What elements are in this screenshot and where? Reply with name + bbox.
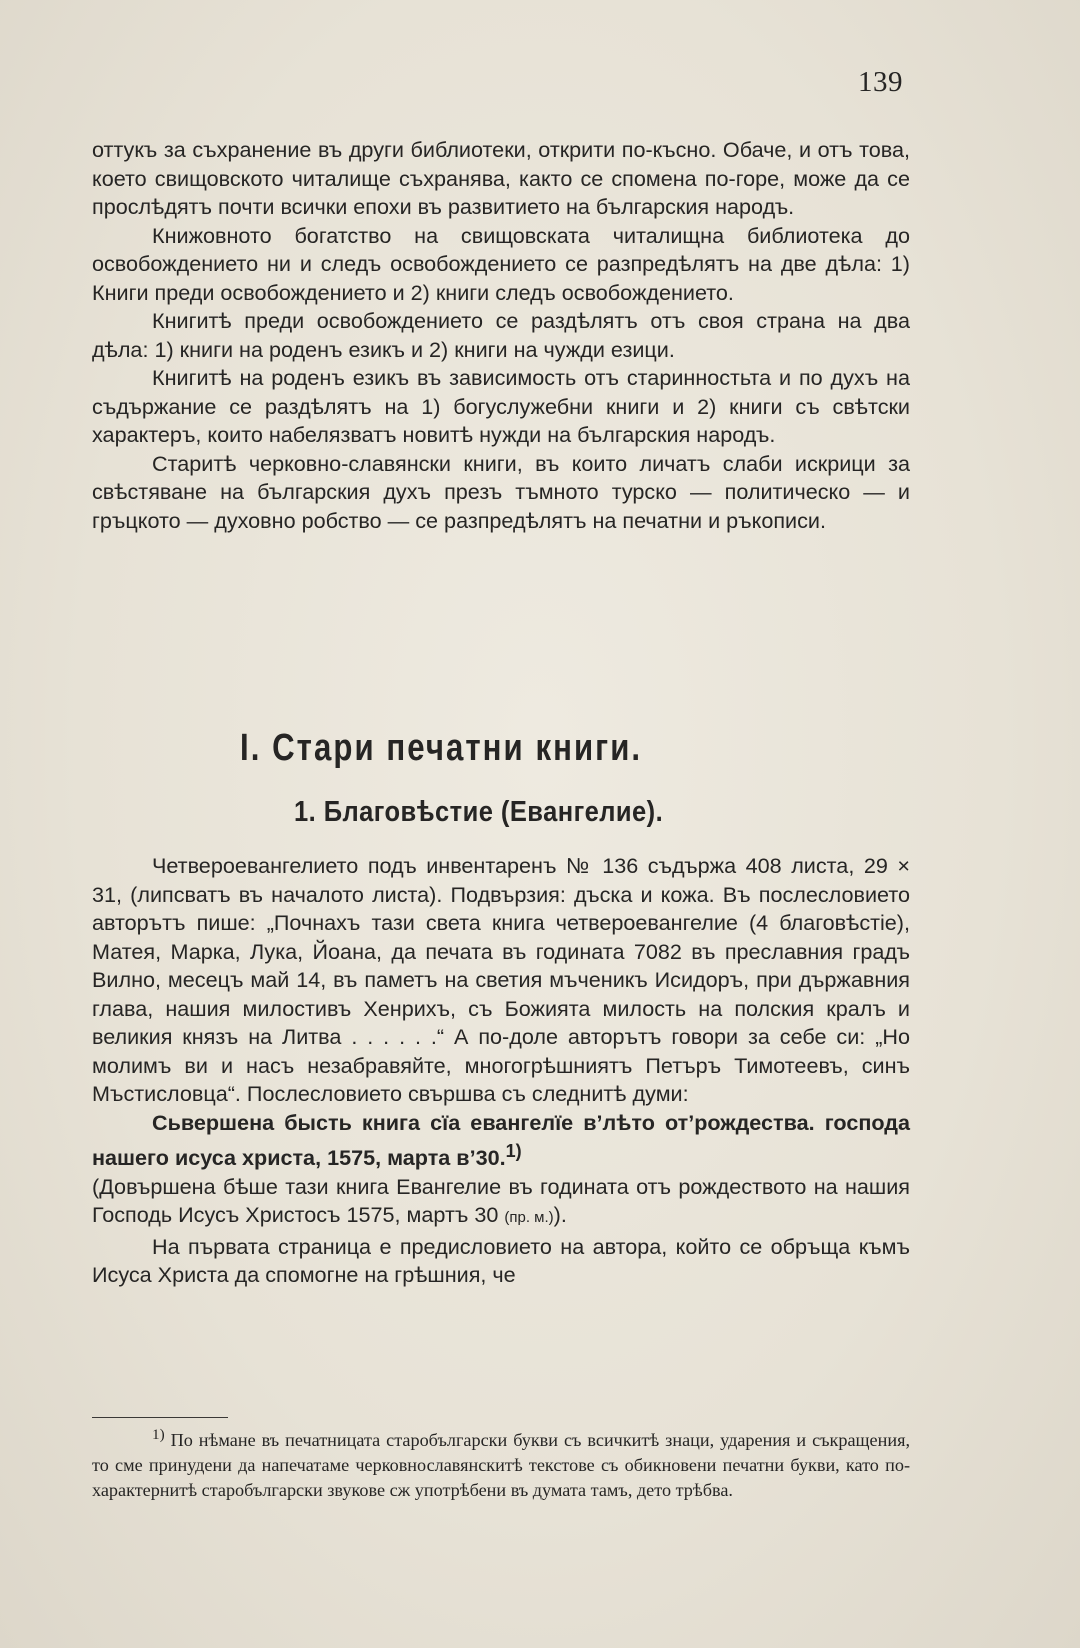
intro-paragraph-1: оттукъ за съхранение въ други библиотеки, открити по-късно. Обаче, и отъ това, което свищовското читалище съхранява, както се спомена по-горе, може да се прослѣдятъ почти всички епохи въ развитието на българския народъ.	[92, 137, 910, 219]
abbreviation: (пр. м.)	[504, 1209, 554, 1227]
footnote-reference-number: 1	[505, 1141, 516, 1161]
body-paragraph-4: На първата страница е предисловието на автора, който се обръща къмъ Исуса Христа да спомогне на грѣшния, че	[92, 1233, 910, 1288]
intro-section	[92, 136, 910, 535]
body-paragraph-1: Четвероевангелието подъ инвентаренъ № 136 съдържа 408 листа, 29 × 31, (липсватъ въ началото листа). Подвързия: дъска и кожа. Въ послесловието авторътъ пише: „Почнахъ тази света книга четвероевангелие (4 благовѣстiе), Матея, Марка, Лука, Йоана, да печата въ годината 7082 въ преславния градъ Вилно, месецъ май 14, въ паметъ на светия мъченикъ Исидоръ, при държавния глава, нашия милостивъ Хенрихъ, съ Божията милость на полския кралъ и великия князъ на Литва . . . . . .“ А по-доле авторътъ говори за себе си: „Но молимъ ви и насъ незабравяйте, многогрѣшниятъ Петъръ Тимотеевъ, синъ Мъстисловца“. Послесловието свършва съ следнитѣ думи:	[92, 853, 910, 1106]
footnote-divider	[92, 1417, 228, 1418]
intro-paragraph-3: Книгитѣ преди освобождението се раздѣлятъ отъ своя страна на два дѣла: 1) книги на роденъ езикъ и 2) книги на чужди езици.	[92, 308, 910, 362]
footnote	[92, 1422, 910, 1503]
footnote-text: По нѣмане въ печатницата старобългарски букви съ всичкитѣ знаци, ударения и съкращения, то сме принудени да напечатаме черковнославянскитѣ текстове съ обикновени печатни букви, като по-характернитѣ старобългарски звукове сж употрѣбени въ думата тамъ, дето трѣбва.	[92, 1430, 911, 1501]
subsection-heading: 1. Благовѣстие (Евангелие).	[294, 796, 664, 828]
body-section	[92, 852, 910, 1290]
old-bulgarian-quote	[92, 1109, 910, 1173]
translation-end: ).	[553, 1202, 567, 1228]
footnote-reference: 1)	[505, 1141, 522, 1161]
intro-paragraph-5: Старитѣ черковно-славянски книги, въ които личатъ слаби искрици за свѣстяване на българския духъ презъ тъмното турско — политическо — и гръцкото — духовно робство — се разпредѣлятъ на печатни и ръкописи.	[92, 450, 910, 533]
intro-paragraph-2: Книжовното богатство на свищовската читалищна библиотека до освобождението ни и следъ освобождението се разпредѣлятъ на две дѣла: 1) Книги преди освобождението и 2) книги следъ освобождението.	[92, 222, 910, 305]
intro-paragraph-4: Книгитѣ на роденъ езикъ въ зависимость отъ старинностьта и по духъ на съдържание се раздѣлятъ на 1) богуслужебни книги и 2) книги съ свѣтски характеръ, които набелязватъ новитѣ нужди на българския народъ.	[92, 365, 910, 447]
translation-paragraph	[92, 1173, 910, 1233]
page-number: 139	[858, 66, 903, 98]
footnote-marker-number: 1	[152, 1426, 160, 1443]
translation-text: (Довършена бѣше тази книга Евангелие въ годината отъ рождеството на нашия Господь Исусъ Христосъ 1575, мартъ 30	[92, 1173, 910, 1228]
footnote-marker: 1)	[152, 1426, 165, 1443]
section-heading: I. Стари печатни книги.	[240, 727, 643, 769]
old-bulgarian-quote-text: Сьвершена бысть книга сїа евангелїе в’лѣто от’рождества. господа нашего исуса христа, 1575, марта в’30.	[92, 1109, 910, 1171]
